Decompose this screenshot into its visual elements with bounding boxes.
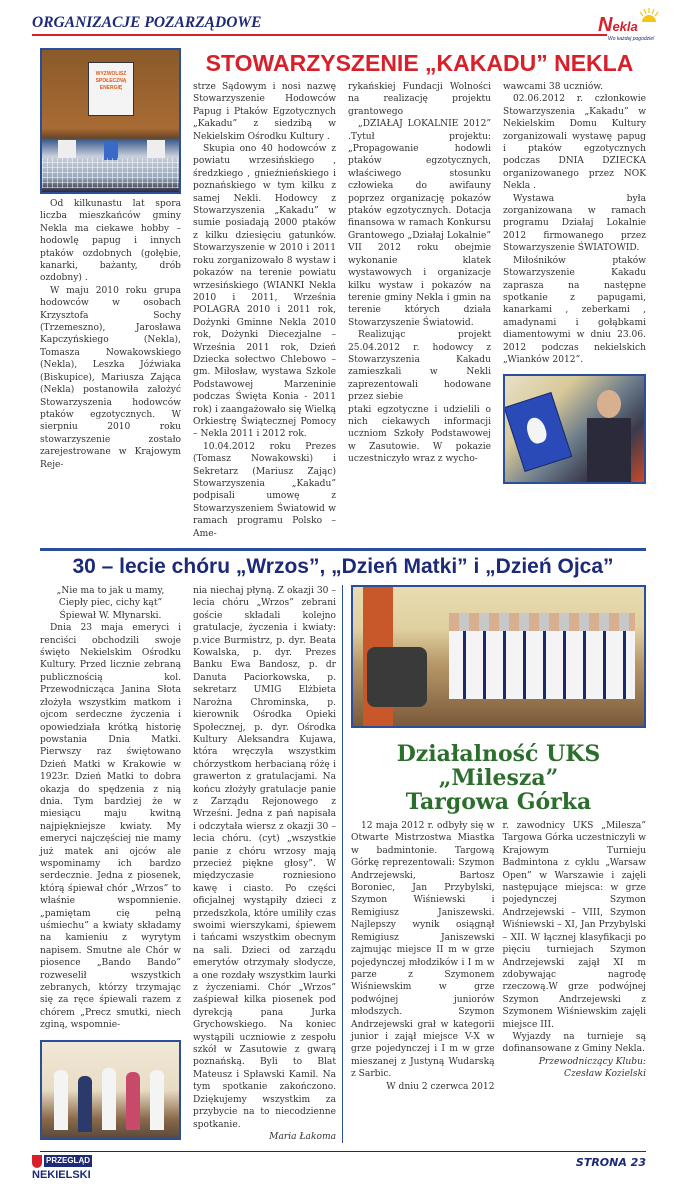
sun-icon [638, 8, 660, 22]
author-signature: Maria Łakoma [269, 1131, 336, 1142]
article3-title-line1: Działalność UKS „Milesza” [396, 741, 601, 792]
poem-line: Ciepły piec, cichy kąt” [58, 598, 163, 609]
paragraph: Wyjazdy na turnieje są dofinansowane z Gminy Nekla. [502, 1031, 646, 1055]
paragraph: 12 maja 2012 r. odbyły się w Otwarte Mistrzostwa Miastka w badmintonie. Targową Górkę reprezentowali: Szymon Andrzejewski, Bartosz Boroniec, Jan Przybylski, Szymon Wiśniewski i Remigiusz Janiszewski. Najlepszy wynik osiągnął Remigiusz Janiszewski zajmując miejsce II m w grze pojedynczej młodzików i I m w parze z Szymonem Wiśniewskim w grze podwójnej juniorów młodszych. Szymon Andrzejewski grał w kategorii junior i zajął miejsce V-X w grze pojedynczej i I m w grze mieszanej z Justyną Wudarską z Sarbic. [351, 821, 495, 1080]
paragraph: 10.04.2012 roku Prezes (Tomasz Nowakowski) i Sekretarz (Mariusz Zając) Stowarzyszenia „Kakadu” podpisali umowę z Stowarzyszeniem Światowid w ramach programu Polsko –Ame- [193, 441, 336, 539]
signature-name: Czesław Kozielski [564, 1069, 646, 1080]
poem-line: Śpiewał W. Młynarski. [59, 610, 162, 621]
paragraph: strze Sądowym i nosi nazwę Stowarzyszenie Hodowców Papug i Ptaków Egzotycznych „Kakadu” z siedzibą w Nekielskim Ośrodku Kultury . [193, 82, 336, 142]
article3-columns [351, 820, 646, 1093]
article3-column-1 [351, 820, 495, 1093]
paragraph: 02.06.2012 r. członkowie Stowarzyszenia „Kakadu” w Nekielskim Domu Kultury zorganizowali wystawę papug i ptaków egzotycznych podczas DNIA DZIECKA organizowanego przez NOK Nekla . [503, 94, 646, 192]
paragraph-date: W dniu 2 czerwca 2012 [386, 1081, 495, 1092]
paragraph: r. zawodnicy UKS „Milesza” Targowa Górka uczestniczyli w Krajowym Turnieju Badmintona z cyklu „Warsaw Open” w Warszawie i zajęli następujące miejsca: w grze pojedynczej Szymon Andrzejewski – VIII, Szymon Wiśniewski – XI, Jan Przybylski – XII. W łącznej klasyfikacji po pięciu turniejach Szymon Andrzejewski zajął XI m zdobywając nagrodę rzeczową.W grze podwójnej Szymon Andrzejewski z Szymonem Wiśniewskim zajęli miejsce III. [502, 821, 646, 1030]
logo-tagline: Wo każdej pogodzie! [608, 36, 655, 42]
article2-column-1 [40, 585, 181, 1143]
article3-title [351, 742, 646, 814]
section-title: ORGANIZACJE POZARZĄDOWE [32, 14, 262, 31]
article1-column-1 [40, 48, 181, 540]
lower-section [40, 585, 646, 1143]
header-rule [32, 34, 607, 36]
paragraph: rykańskiej Fundacji Wolności na realizację projektu grantowego [348, 82, 491, 117]
paragraph: nia niechaj płyną. Z okazji 30 – lecia chóru „Wrzos” zebrani goście składali kolejno gratulacje, życzenia i kwiaty: p.vice Burmistrz, p. dyr. Beata Kowalska, p. dyr. Prezes Banku Ewa Bandosz, p. dr Danuta Paciorkowska, p. sekretarz UMIG Elżbieta Narożna Chrominska, p. kierownik Ośrodka Opieki Społecznej, p. dyr. Ośrodka Kultury Aleksandra Kujawa, która wręczyła wszystkim chórzystkom herbacianą różę i grawerton z gratulacjami. Na końcu złożyły gratulacje panie z Zarządu Rejonowego z Wrześni. Jedna z pań napisała i odczytała wiersz z okazji 30 – lecia chóru. (cyt) „wszystkie panie z chóru wrzosy mają przecież piękne głosy”. W międzyczasie rozniesiono kawę i ciasto. Po części oficjalnej wystąpiły dzieci z przedszkola, które umiliły czas swoimi wierszykami, śpiewem i tańcami wszystkim obecnym na sali. Dzieci od zarządu emerytów otrzymały słodycze, a one rozdały wszystkim laurki z życzeniami. Chór „Wrzos” zaśpiewał kilka piosenek pod dyrekcją pana Jurka Grychowskiego. Na koniec wystąpili uczniowie z zespołu szkół w Zasutowie z gwarą poznańską. Byli to Blat Mateusz i Spławski Kamil. Na tym spotkanie zakończono. Dziękujemy wszystkim za przybycie na to niecodzienne spotkanie. [193, 586, 336, 1130]
paragraph: Miłośników ptaków Stowarzyszenie Kakadu zaprasza na następne spotkanie z papugami, kanarkami , zeberkami , amadynami i gołąbkami diamentowymi w dniu 23.06. 2012 podczas nekielskich „Wianków 2012”. [503, 255, 646, 365]
right-column [342, 585, 646, 1143]
page-header [32, 8, 655, 48]
paragraph: Od kilkunastu lat spora liczba mieszkańców gminy Nekla ma ciekawe hobby – hodowlę papug i innych ptaków ozdobnych (gołębie, kanarki, bażanty, drób ozdobny) . [40, 199, 181, 284]
poster-text: WYZWOLISZ SPOŁECZNĄ ENERGIĘ [95, 71, 127, 91]
article2-title: 30 – lecie chóru „Wrzos”, „Dzień Matki” i „Dzień Ojca” [72, 555, 614, 579]
paragraph: „DZIAŁAJ LOKALNIE 2012” .Tytuł projektu: „Propagowanie hodowli ptaków egzotycznych, właściwego stosunku człowieka do awifauny poprzez organizację pokazów ptaków egzotycznych. Dotacja finansowa w ramach Konkursu Grantowego „Działaj Lokalnie” VII 2012 roku obejmie wykonanie klatek wystawowych i organizacje kilku wystaw i pokazów na terenie gminy Nekla i gmin na terenie których działa Stowarzyszenie Światowid. [348, 119, 491, 328]
article1 [40, 48, 646, 540]
poem-line: „Nie ma to jak u mamy, [56, 586, 165, 597]
paragraph: wawcami 38 uczniów. [503, 82, 603, 92]
photo-wrzos-choir [351, 585, 646, 728]
page-number: STRONA 23 [575, 1156, 646, 1170]
page-footer [32, 1151, 646, 1186]
article1-title: STOWARZYSZENIE „KAKADU” NEKLA [205, 50, 634, 76]
section-divider [40, 548, 646, 551]
article1-column-2 [193, 81, 336, 540]
logo-top-text: PRZEGLĄD [46, 1156, 90, 1166]
photo-children-dancing [40, 1040, 181, 1140]
photo-bird-show-school [503, 374, 646, 484]
paragraph: ptaki egzotyczne i udzielili o nich ciekawych informacji uczniom Szkoły Podstawowej w Zasutowie. W pokazie uczestniczyło wraz z wycho- [348, 404, 491, 465]
article1-column-3 [348, 81, 491, 540]
paragraph: Wystawa była zorganizowana w ramach programu Działaj Lokalnie 2012 firmowanego przez Stowarzyszenie ŚWIATOWID. [503, 193, 646, 254]
paragraph: Dnia 23 maja emeryci i renciści obchodzili swoje święto Nekielskim Ośrodku Kultury. Przed licznie zebraną publicznością kol. Przewodnicząca Janina Słota złożyła wszystkim matkom i ojcom serdeczne życzenia i opowiedziała krótką historię powstania Dnia Matki. Pierwszy raz świętowano Dzień Matki w Krakowie w 1923r. Dzień Matki to dobra okazja do spędzenia z nią dnia. Tym bardziej że w miesiącu maju kwitną najpiękniejsze kwiaty. My emeryci najczęściej nie mamy już matek ani ojców ale wspominamy ich bardzo serdecznie. Jedna z piosenek, którą śpiewał chór „Wrzos” to właśnie wspomnienie. „pamiętam cię pełną uśmiechu” a kwiaty składamy na kamieniu z wyrytym napisem. Smutne ale Chór w piosence „Bando Bando” rozweselił wszystkich zebranych, którzy trzymając się za ręce śpiewali razem z chórem „Precz smutki, niech zginą, wspomnie- [40, 623, 181, 1031]
newspaper-page [32, 0, 655, 1186]
coat-of-arms-icon [32, 1155, 42, 1168]
article3-title-line2: Targowa Górka [405, 789, 592, 816]
article2-column-2 [193, 585, 336, 1143]
logo-wordmark: Nekla [598, 14, 638, 36]
paragraph: Realizując projekt 25.04.2012 r. hodowcy z Stowarzyszenia Kakadu zamieszkali w Nekli zaprezentowali hodowane przez siebie [348, 330, 491, 403]
przeglad-nekielski-logo [32, 1155, 102, 1183]
article3-column-2 [503, 820, 647, 1093]
photo-bird-cages [40, 48, 181, 194]
article1-column-1-text [40, 198, 181, 471]
logo-bottom-text: NEKIELSKI [32, 1169, 91, 1182]
paragraph: Skupia ono 40 hodowców z powiatu wrzesińskiego , średzkiego , gnieźnieńskiego i poznańskiego w tym kilku z samej Nekli. Hodowcy z Stowarzyszenia „Kakadu” w sumie posiadają 2000 ptaków z kilku dziesięciu gatunków. Stowarzyszenie w 2010 i 2011 roku zorganizowało 8 wystaw i pokazów na terenie powiatu wrzesińskiego (WIANKI Nekla 2010 i 2011, Września POLAGRA 2010 i 2011 rok, Dożynki Gminne Nekla 2010 rok, Dożynki Diecezjalne – Września 2011 rok, Dzień Dziecka sołectwo Chlebowo – gm. Miłosław, wystawa Szkole Podstawowej Marzeninie podczas Święta Konia - 2011 rok) i zaangażowało się Wielką Orkiestrę Świątecznej Pomocy – Nekla 2011 i 2012 rok. [193, 144, 336, 440]
article1-column-4 [503, 81, 646, 540]
signature-role: Przewodniczący Klubu: [538, 1056, 646, 1067]
poem-quote [40, 585, 181, 622]
paragraph: W maju 2010 roku grupa hodowców w osobach Krzysztofa Sochy (Trzemeszno), Jarosława Kapczyńskiego (Nekla), Tomasza Nowakowskiego (Nekla), Leszka Jóźwiaka (Biskupice), Mariusza Zająca (Nekla) postanowiła założyć Stowarzyszenia hodowców ptaków egzotycznych. W sierpniu 2010 roku stowarzyszenie zostało zarejestrowane w Krajowym Reje- [40, 285, 181, 470]
nekla-logo [594, 8, 674, 48]
